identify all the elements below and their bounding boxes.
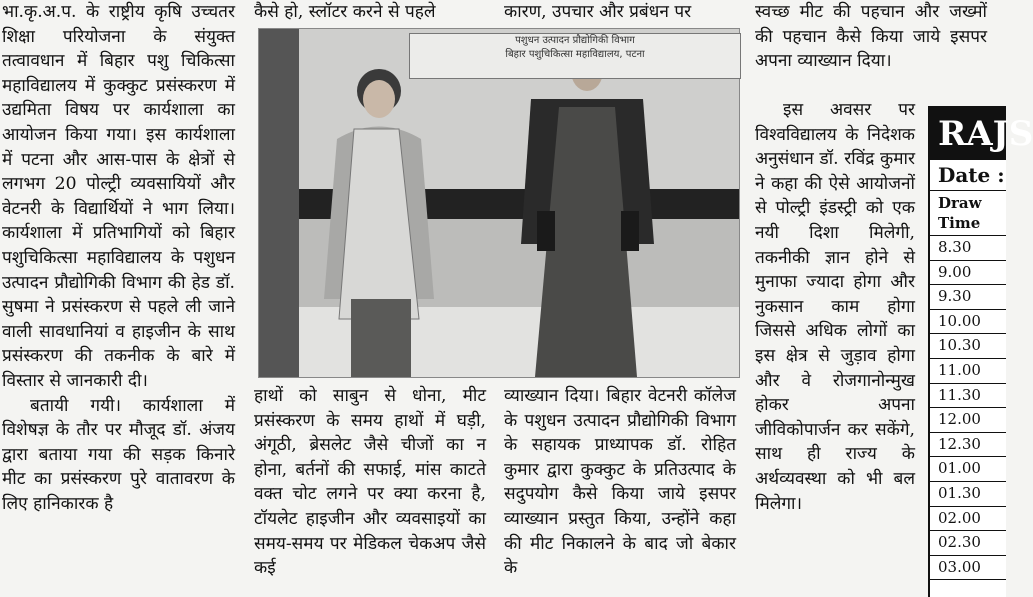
photo-illustration: [259, 29, 739, 377]
table-title: RAJS: [930, 108, 1006, 160]
time-label: Time: [938, 214, 981, 232]
time-row: 10.00: [930, 310, 1006, 335]
time-row: 03.00: [930, 556, 1006, 581]
news-photo: [258, 28, 740, 378]
time-row: 11.00: [930, 359, 1006, 384]
article-column-3-top: कारण, उपचार और प्रबंधन पर: [504, 2, 692, 22]
time-row: 01.30: [930, 482, 1006, 507]
article-column-1: [2, 0, 235, 516]
time-row: 8.30: [930, 236, 1006, 261]
banner-line: बिहार पशुचिकित्सा महाविद्यालय, पटना: [505, 49, 645, 60]
article-column-4: [755, 98, 915, 516]
banner-line: पशुधन उत्पादन प्रौद्योगिकी विभाग: [515, 35, 635, 46]
article-column-4-top: स्वच्छ मीट की पहचान और जख्मों की पहचान कैसे किया जाये इसपर अपना व्याख्यान दिया।: [755, 2, 987, 72]
article-paragraph: इस अवसर पर विश्वविद्यालय के निदेशक अनुसंधान डॉ. रविंद्र कुमार ने कहा की ऐसे आयोजनों से पोल्ट्री इंडस्ट्री को एक नयी दिशा मिलेगी, तकनीकी ज्ञान होने से मुनाफा ज्यादा होगा और नुकसान काम होगा जिससे अधिक लोगों का इस क्षेत्र से जुड़ाव होगा और वे रोजगानोन्मुख होकर अपना जीविकोपार्जन कर सकेंगे, साथ ही राज्य के अर्थव्यवस्था को भी बल मिलेगा।: [755, 100, 915, 514]
time-row: 02.00: [930, 507, 1006, 532]
time-row: 9.00: [930, 261, 1006, 286]
article-column-2-bottom: हाथों को साबुन से धोना, मीट प्रसंस्करण के समय हाथों में घड़ी, अंगूठी, ब्रेसलेट जैसे चीजों का न होना, बर्तनों की सफाई, मांस काटते वक्त चोट लगने पर क्या करना है, टॉयलेट हाइजीन और व्यवसाइयों का समय-समय पर मेडिकल चेकअप जैसे कई: [254, 386, 486, 579]
time-row: 12.30: [930, 433, 1006, 458]
article-column-2-top: कैसे हो, स्लॉटर करने से पहले: [254, 2, 436, 22]
time-row: 9.30: [930, 285, 1006, 310]
date-label: Date :: [930, 160, 1006, 191]
time-row: 02.30: [930, 531, 1006, 556]
lottery-draw-table: [928, 106, 1033, 597]
time-row: 11.30: [930, 384, 1006, 409]
time-row: 01.00: [930, 457, 1006, 482]
draw-time-header: [930, 191, 1006, 236]
photo-banner: [409, 33, 741, 79]
draw-label: Draw: [938, 194, 982, 212]
article-paragraph: बतायी गयी। कार्यशाला में विशेषज्ञ के तौर पर मौजूद डॉ. अंजय द्वारा बताया गया की सड़क किनारे मीट का प्रसंस्करण पुरे वातावरण के लिए हानिकारक है: [2, 395, 235, 514]
article-column-3-bottom: व्याख्यान दिया। बिहार वेटनरी कॉलेज के पशुधन उत्पादन प्रौद्योगिकी विभाग के सहायक प्राध्यापक डॉ. रोहित कुमार द्वारा कुक्कुट के प्रतिउत्पाद के सदुपयोग कैसे किया जाये इसपर व्याख्यान प्रस्तुत किया, उन्होंने कहा की मीट निकालने के बाद जो बेकार के: [504, 386, 736, 579]
time-row: 10.30: [930, 334, 1006, 359]
time-row: 12.00: [930, 408, 1006, 433]
article-paragraph: भा.कृ.अ.प. के राष्ट्रीय कृषि उच्चतर शिक्षा परियोजना के संयुक्त तत्वावधान में बिहार पशु चिकित्सा महाविद्यालय में कुक्कुट प्रसंस्करण में उद्यमिता विषय पर कार्यशाला का आयोजन किया गया। इस कार्यशाला में पटना और आस-पास के क्षेत्रों से लगभग 20 पोल्ट्री व्यवसायियों और वेटनरी के विद्यार्थियों ने भाग लिया। कार्यशाला में प्रतिभागियों को बिहार पशुचिकित्सा महाविद्यालय के पशुधन उत्पादन प्रौद्योगिकी विभाग की हेड डॉ. सुषमा ने प्रसंस्करण से पहले ली जाने वाली सावधानियां व हाइजीन के साथ प्रसंस्करण की तकनीक के बारे में विस्तार से जानकारी दी।: [2, 2, 235, 391]
